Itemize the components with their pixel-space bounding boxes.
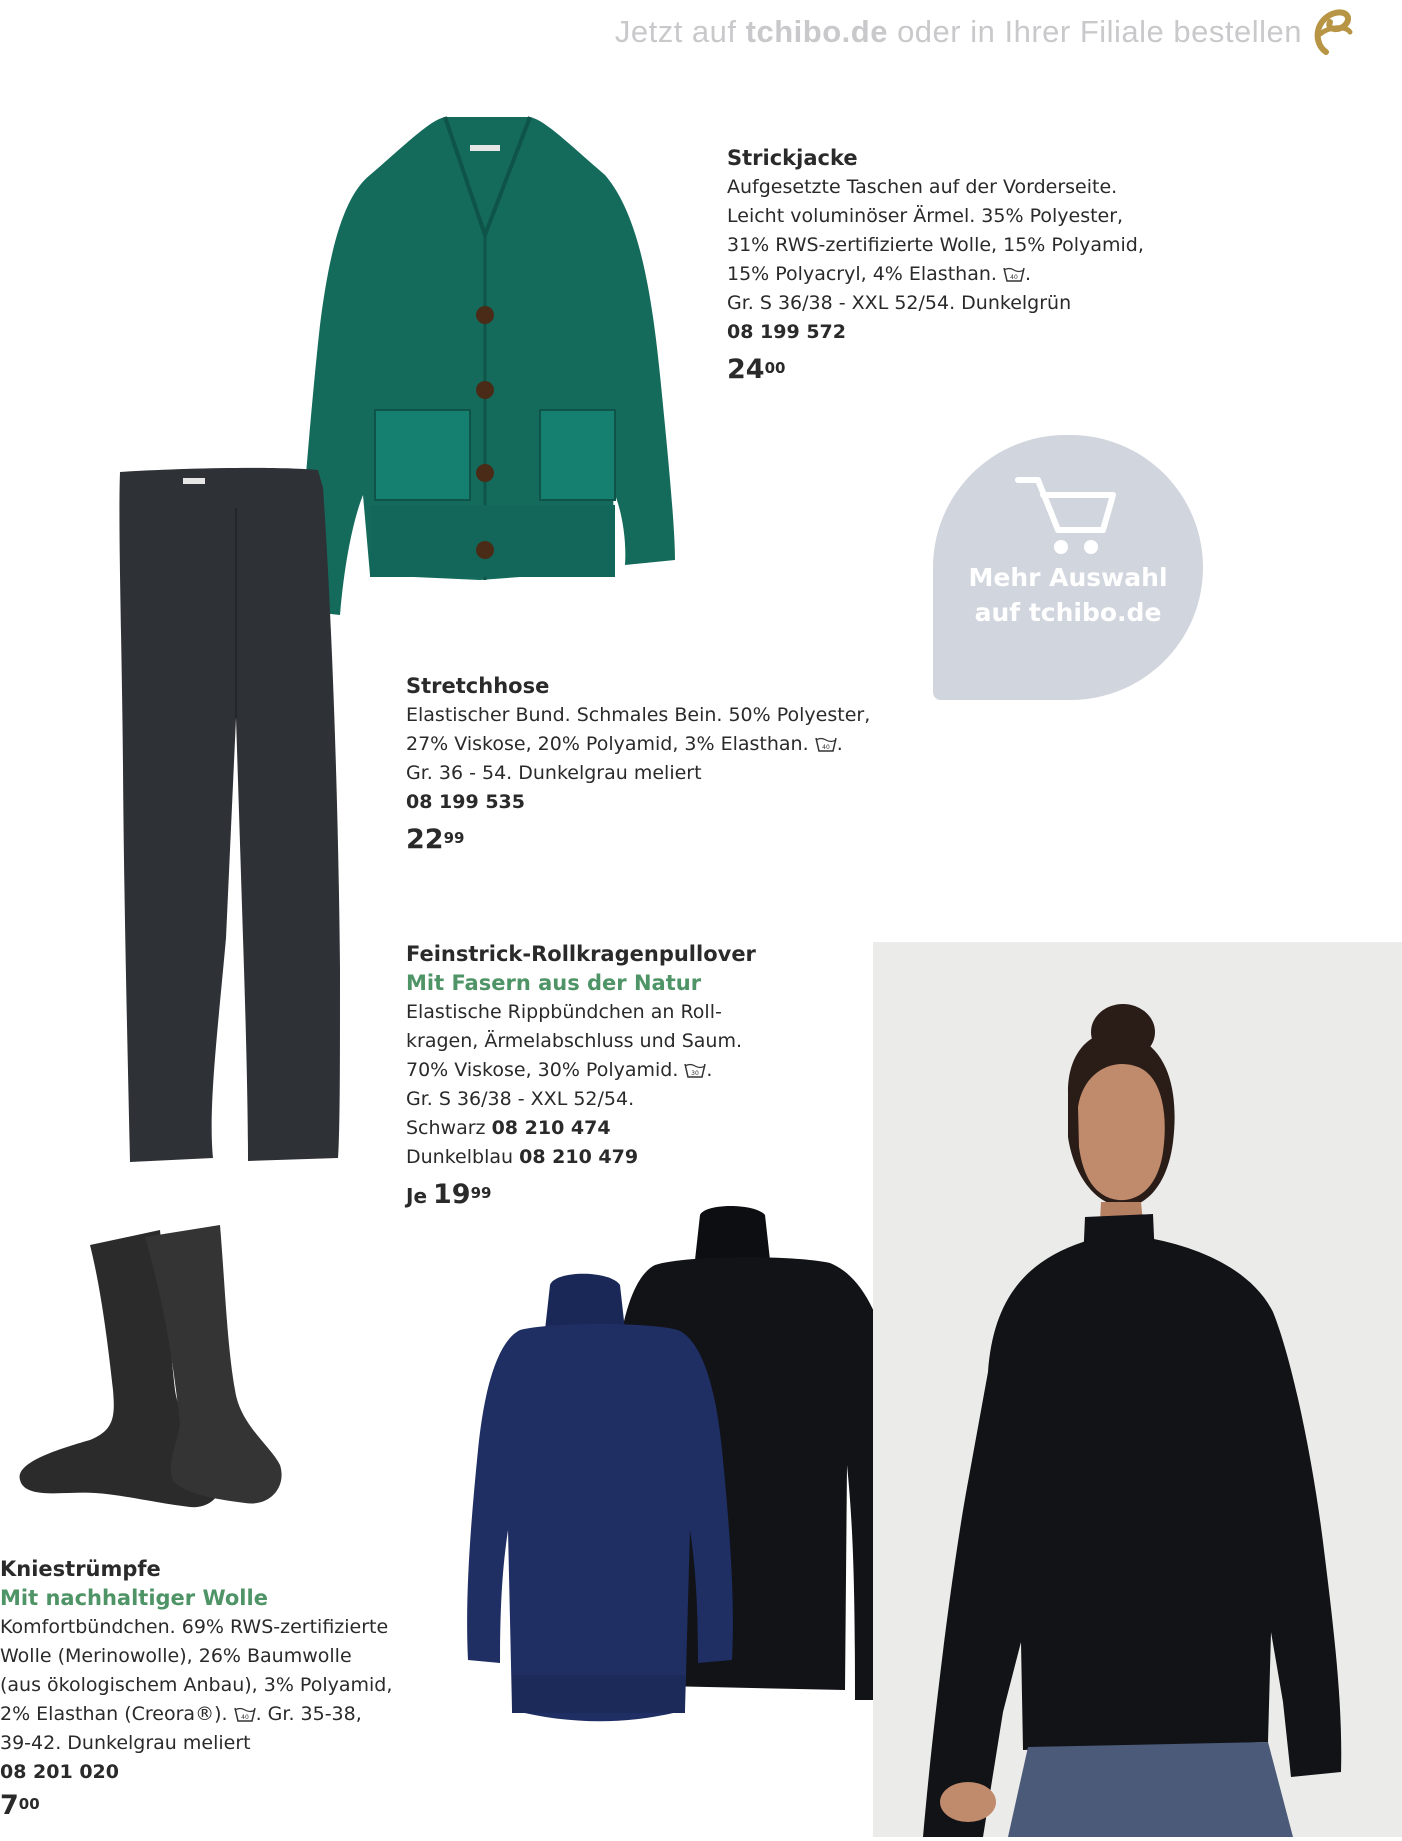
stretchhose-desc-3: Gr. 36 - 54. Dunkelgrau meliert <box>406 762 702 784</box>
wash-40-icon <box>234 1706 256 1722</box>
strickjacke-desc-4: 15% Polyacryl, 4% Elasthan. <box>727 263 997 285</box>
stretchhose-info <box>406 672 870 857</box>
pullover-title: Feinstrick-Rollkragenpullover <box>406 942 756 966</box>
socks-image <box>15 1225 295 1515</box>
pullover-price <box>406 1178 756 1213</box>
badge-text <box>933 560 1203 630</box>
pullover-desc-3: 70% Viskose, 30% Polyamid. <box>406 1059 679 1081</box>
strickjacke-title: Strickjacke <box>727 146 858 170</box>
stretchhose-article: 08 199 535 <box>406 791 525 813</box>
header-text <box>615 14 1302 50</box>
cart-icon <box>1013 475 1123 555</box>
header-brand-link[interactable]: tchibo.de <box>745 14 888 49</box>
stretchhose-desc-2: 27% Viskose, 20% Polyamid, 3% Elasthan. <box>406 733 809 755</box>
kniestruempfe-info <box>0 1555 392 1823</box>
stretchhose-title: Stretchhose <box>406 674 550 698</box>
leggings-image <box>118 468 358 1168</box>
strickjacke-desc-4-row: 15% Polyacryl, 4% Elasthan. 40 . <box>727 263 1032 285</box>
pullover-variant-1-article: 08 210 474 <box>491 1117 611 1139</box>
kniestruempfe-desc-3: (aus ökologischem Anbau), 3% Polyamid, <box>0 1674 393 1696</box>
strickjacke-price-main: 24 <box>727 354 765 385</box>
stretchhose-price-cents: 99 <box>443 829 465 847</box>
pullover-info <box>406 940 756 1213</box>
badge-line-2: auf tchibo.de <box>974 598 1162 627</box>
stretchhose-price-main: 22 <box>406 824 444 855</box>
navy-sweater-image <box>460 1270 740 1730</box>
kniestruempfe-desc-4-suffix: . Gr. 35-38, <box>255 1703 362 1725</box>
pullover-care-temp: 30 <box>691 1070 700 1077</box>
pullover-desc-4: Gr. S 36/38 - XXL 52/54. <box>406 1088 635 1110</box>
badge-line-1: Mehr Auswahl <box>968 563 1168 592</box>
stretchhose-price <box>406 823 870 857</box>
header-pre: Jetzt auf <box>614 14 737 49</box>
pullover-variant-1-label: Schwarz <box>406 1117 486 1139</box>
kniestruempfe-article: 08 201 020 <box>0 1761 119 1783</box>
model-photo <box>873 942 1402 1837</box>
pullover-desc-2: kragen, Ärmelabschluss und Saum. <box>406 1030 743 1052</box>
strickjacke-info <box>727 144 1144 387</box>
stretchhose-desc-1: Elastischer Bund. Schmales Bein. 50% Polyester, <box>406 704 871 726</box>
strickjacke-desc-2: Leicht voluminöser Ärmel. 35% Polyester, <box>727 205 1124 227</box>
more-selection-badge[interactable] <box>933 435 1203 700</box>
pullover-variant-2-label: Dunkelblau <box>406 1146 514 1168</box>
pullover-variant-2-article: 08 210 479 <box>519 1146 639 1168</box>
strickjacke-price <box>727 353 1144 387</box>
stretchhose-care-temp: 40 <box>821 744 830 751</box>
pullover-price-prefix: Je <box>406 1184 428 1208</box>
model-illustration <box>873 942 1402 1837</box>
tchibo-logo-icon <box>1306 4 1356 56</box>
kniestruempfe-desc-5: 39-42. Dunkelgrau meliert <box>0 1732 251 1754</box>
strickjacke-desc-1: Aufgesetzte Taschen auf der Vorderseite. <box>727 176 1118 198</box>
wash-40-icon <box>815 736 837 752</box>
pullover-desc-3-row: 70% Viskose, 30% Polyamid. 30 . <box>406 1059 713 1081</box>
kniestruempfe-desc-4-row <box>0 1700 392 1729</box>
pullover-price-cents: 99 <box>470 1184 492 1202</box>
kniestruempfe-subtitle: Mit nachhaltiger Wolle <box>0 1586 268 1610</box>
kniestruempfe-title: Kniestrümpfe <box>0 1557 161 1581</box>
wash-40-icon <box>1003 266 1025 282</box>
strickjacke-desc-5: Gr. S 36/38 - XXL 52/54. Dunkelgrün <box>727 292 1072 314</box>
strickjacke-care-temp: 40 <box>1010 274 1018 281</box>
header-post: oder in Ihrer Filiale bestellen <box>897 14 1302 49</box>
kniestruempfe-care-temp: 40 <box>240 1714 249 1721</box>
kniestruempfe-desc-2: Wolle (Merinowolle), 26% Baumwolle <box>0 1645 352 1667</box>
pullover-desc-1: Elastische Rippbündchen an Roll- <box>406 1001 722 1023</box>
pullover-variant-2 <box>406 1143 756 1172</box>
kniestruempfe-price <box>0 1789 392 1823</box>
stretchhose-desc-2-row: 27% Viskose, 20% Polyamid, 3% Elasthan. 40 . <box>406 733 843 755</box>
wash-30-icon <box>684 1062 706 1078</box>
kniestruempfe-price-cents: 00 <box>18 1795 40 1813</box>
kniestruempfe-price-main: 7 <box>0 1790 19 1821</box>
strickjacke-article: 08 199 572 <box>727 321 846 343</box>
strickjacke-price-cents: 00 <box>764 359 786 377</box>
pullover-variant-1 <box>406 1114 756 1143</box>
pullover-price-main: 19 <box>433 1179 471 1210</box>
kniestruempfe-desc-1: Komfortbündchen. 69% RWS-zertifizierte <box>0 1616 389 1638</box>
kniestruempfe-desc-4: 2% Elasthan (Creora®). <box>0 1703 228 1725</box>
pullover-subtitle: Mit Fasern aus der Natur <box>406 971 702 995</box>
strickjacke-desc-3: 31% RWS-zertifizierte Wolle, 15% Polyamid, <box>727 234 1144 256</box>
